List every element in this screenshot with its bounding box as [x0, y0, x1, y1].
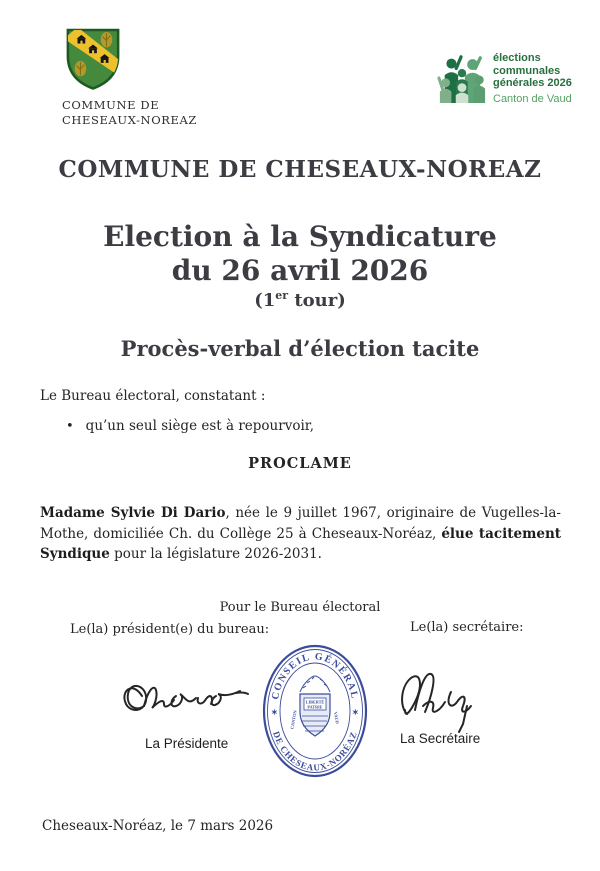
proclame-heading: PROCLAME: [248, 455, 352, 472]
tour-prefix: (1: [254, 290, 276, 311]
secretary-signature: [393, 662, 501, 736]
commune-title: COMMUNE DE CHESEAUX-NOREAZ: [58, 156, 542, 183]
stamp-bottom-text: DE CHESEAUX-NORÉAZ: [271, 730, 359, 773]
crest-caption-line2: CHESEAUX-NOREAZ: [62, 113, 197, 127]
bullet-dot: •: [66, 419, 74, 434]
stamp-vaud-text: VAUD: [332, 711, 340, 725]
stamp-right-star: ✶: [352, 708, 359, 717]
election-title-line2: du 26 avril 2026: [171, 254, 429, 287]
intro-text: Le Bureau électoral, constatant :: [40, 388, 266, 404]
dateline: Cheseaux-Noréaz, le 7 mars 2026: [42, 818, 274, 834]
stamp-canton-text: CANTON: [289, 709, 298, 730]
proces-verbal-title: Procès-verbal d’élection tacite: [120, 336, 480, 361]
stamp-left-star: ✶: [271, 708, 278, 717]
people-group-icon: [437, 52, 487, 104]
president-signature: [118, 666, 250, 730]
tour-superscript: er: [275, 289, 289, 302]
logo-line-1: élections: [493, 52, 541, 64]
paragraph-tail: pour la législature 2026-2031.: [109, 546, 322, 562]
election-title: [0, 220, 600, 288]
logo-line-4: Canton de Vaud: [493, 92, 572, 105]
president-caption: La Présidente: [145, 736, 229, 751]
stamp-motto-line2: PATRIE: [307, 704, 323, 710]
for-bureau-text: Pour le Bureau électoral: [219, 600, 381, 615]
elected-person-name: Madame Sylvie Di Dario: [40, 505, 226, 521]
secretary-label: Le(la) secrétaire:: [410, 620, 524, 635]
stamp-motto-line1: LIBERTÉ: [305, 699, 325, 705]
elections-logo: [437, 52, 572, 105]
logo-line-3: générales 2026: [493, 77, 572, 89]
tour-suffix: tour): [288, 290, 346, 311]
elections-logo-text: [493, 52, 572, 105]
commune-coat-of-arms-icon: [64, 27, 122, 91]
tour-subtitle: [0, 289, 600, 311]
stamp-top-text: CONSEIL GÉNÉRAL: [269, 651, 361, 701]
paragraph-middle: , née le 9 juillet 1967, originaire de Vugelles-la-Mothe, domiciliée Ch. du Collège 25 à Cheseaux-Noréaz,: [40, 505, 561, 542]
secretary-caption: La Secrétaire: [400, 731, 481, 746]
elected-status: élue tacitement Syndique: [40, 525, 561, 562]
proclamation-paragraph: [40, 503, 561, 565]
president-label: Le(la) président(e) du bureau:: [70, 622, 270, 637]
crest-caption: [62, 98, 197, 128]
bullet-item: [66, 418, 314, 434]
conseil-general-stamp: [262, 644, 368, 778]
crest-caption-line1: COMMUNE DE: [62, 98, 160, 112]
election-title-line1: Election à la Syndicature: [103, 220, 497, 253]
bullet-text: qu’un seul siège est à repourvoir,: [85, 418, 315, 434]
logo-line-2: communales: [493, 64, 561, 77]
